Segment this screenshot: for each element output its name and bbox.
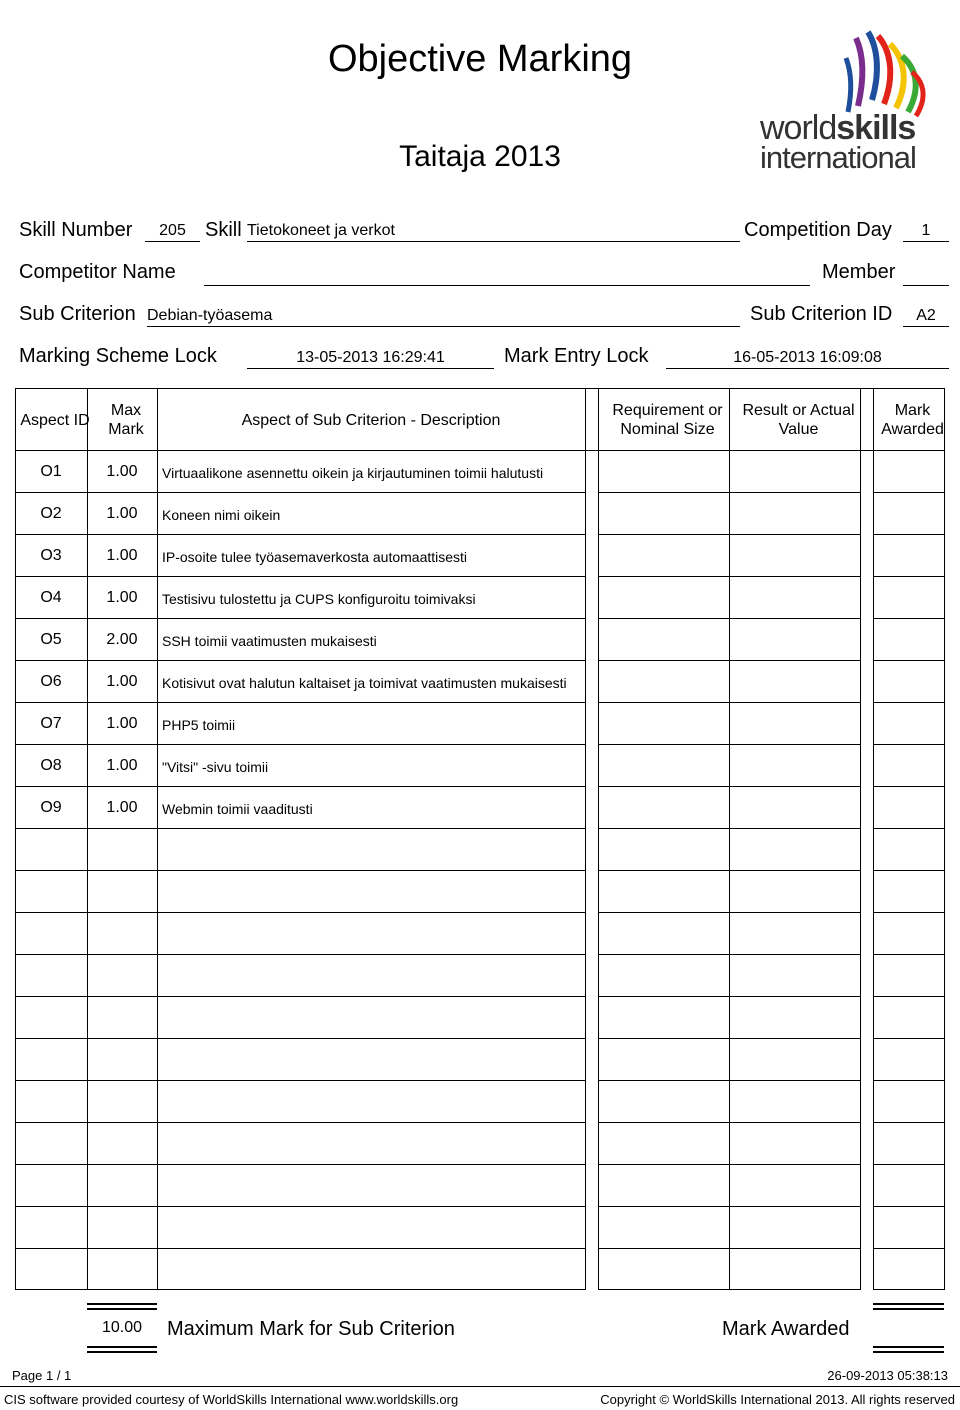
skill-number-label: Skill Number bbox=[19, 219, 133, 241]
row-separator bbox=[598, 702, 860, 703]
row-separator bbox=[15, 870, 585, 871]
col-header-result: Result or Actual Value bbox=[742, 402, 855, 438]
logo-text-skills: skills bbox=[836, 109, 916, 147]
mark-entry-lock-field: 16-05-2013 16:09:08 bbox=[666, 348, 949, 369]
row-separator bbox=[598, 744, 860, 745]
row-separator bbox=[15, 954, 585, 955]
row-max-mark: 1.00 bbox=[106, 715, 138, 732]
row-separator bbox=[15, 576, 585, 577]
row-separator bbox=[598, 618, 860, 619]
row-separator bbox=[873, 1080, 945, 1081]
page-title: Objective Marking bbox=[327, 38, 633, 80]
row-description: Webmin toimii vaaditusti bbox=[162, 801, 313, 817]
max-total-label: Maximum Mark for Sub Criterion bbox=[167, 1318, 455, 1340]
logo-text-international: international bbox=[760, 140, 916, 175]
row-max-mark: 2.00 bbox=[106, 631, 138, 648]
row-max-mark: 1.00 bbox=[106, 673, 138, 690]
row-description: IP-osoite tulee työasemaverkosta automaattisesti bbox=[162, 549, 468, 565]
row-separator bbox=[15, 534, 585, 535]
skill-label: Skill bbox=[205, 219, 242, 241]
row-separator bbox=[15, 1122, 585, 1123]
max-total-double-line-bottom bbox=[87, 1346, 157, 1353]
row-aspect-id: O4 bbox=[40, 589, 62, 606]
row-separator bbox=[873, 660, 945, 661]
row-max-mark: 1.00 bbox=[106, 799, 138, 816]
row-separator bbox=[873, 744, 945, 745]
max-total-value: 10.00 bbox=[101, 1319, 143, 1336]
row-separator bbox=[598, 1122, 860, 1123]
row-separator bbox=[873, 828, 945, 829]
sub-criterion-label: Sub Criterion bbox=[19, 303, 136, 325]
row-separator bbox=[15, 1248, 585, 1249]
row-separator bbox=[598, 492, 860, 493]
row-max-mark: 1.00 bbox=[106, 547, 138, 564]
row-separator bbox=[598, 786, 860, 787]
col-header-max-mark: Max Mark bbox=[108, 402, 144, 438]
row-separator bbox=[598, 954, 860, 955]
page-number: Page 1 / 1 bbox=[12, 1368, 72, 1383]
row-separator bbox=[598, 660, 860, 661]
row-separator bbox=[873, 702, 945, 703]
mark-awarded-total-label: Mark Awarded bbox=[722, 1318, 850, 1340]
sub-criterion-id-label: Sub Criterion ID bbox=[750, 303, 893, 325]
row-aspect-id: O8 bbox=[40, 757, 62, 774]
row-separator bbox=[873, 1038, 945, 1039]
row-aspect-id: O9 bbox=[40, 799, 62, 816]
awarded-total-double-line-bottom bbox=[873, 1346, 944, 1353]
row-separator bbox=[598, 996, 860, 997]
row-separator bbox=[873, 618, 945, 619]
row-description: "Vitsi" -sivu toimii bbox=[162, 759, 269, 775]
row-max-mark: 1.00 bbox=[106, 463, 138, 480]
row-separator bbox=[598, 1080, 860, 1081]
competitor-name-label: Competitor Name bbox=[19, 261, 176, 283]
row-aspect-id: O1 bbox=[40, 463, 62, 480]
row-separator bbox=[873, 786, 945, 787]
event-title: Taitaja 2013 bbox=[399, 140, 561, 173]
row-aspect-id: O7 bbox=[40, 715, 62, 732]
marking-scheme-lock-label: Marking Scheme Lock bbox=[19, 345, 217, 367]
row-separator bbox=[598, 912, 860, 913]
row-separator bbox=[598, 576, 860, 577]
row-description: SSH toimii vaatimusten mukaisesti bbox=[162, 633, 377, 649]
row-separator bbox=[15, 660, 585, 661]
row-separator bbox=[15, 492, 585, 493]
member-label: Member bbox=[822, 261, 896, 283]
row-separator bbox=[15, 1206, 585, 1207]
row-description: Kotisivut ovat halutun kaltaiset ja toimivat vaatimusten mukaisesti bbox=[162, 675, 567, 691]
col-header-aspect-id: Aspect ID bbox=[20, 411, 90, 429]
row-max-mark: 1.00 bbox=[106, 589, 138, 606]
row-description: Virtuaalikone asennettu oikein ja kirjautuminen toimii halutusti bbox=[162, 465, 544, 481]
marking-scheme-lock-field: 13-05-2013 16:29:41 bbox=[247, 348, 494, 369]
row-separator bbox=[598, 1248, 860, 1249]
row-separator bbox=[15, 1164, 585, 1165]
sub-criterion-id-field: A2 bbox=[903, 306, 949, 327]
col-header-requirement: Requirement or Nominal Size bbox=[612, 402, 723, 438]
row-separator bbox=[598, 1206, 860, 1207]
competition-day-field: 1 bbox=[903, 221, 949, 242]
row-separator bbox=[15, 828, 585, 829]
row-separator bbox=[15, 1038, 585, 1039]
worldskills-logo bbox=[760, 28, 930, 178]
row-description: Koneen nimi oikein bbox=[162, 507, 281, 523]
competition-day-label: Competition Day bbox=[744, 219, 892, 241]
row-separator bbox=[873, 576, 945, 577]
col-header-description: Aspect of Sub Criterion - Description bbox=[241, 411, 501, 429]
logo-text-world: world bbox=[760, 109, 837, 147]
row-aspect-id: O5 bbox=[40, 631, 62, 648]
col-header-mark-awarded: Mark Awarded bbox=[881, 402, 944, 438]
row-separator bbox=[873, 1248, 945, 1249]
row-separator bbox=[873, 534, 945, 535]
row-separator bbox=[873, 996, 945, 997]
competitor-name-field bbox=[204, 265, 810, 286]
worldskills-swoosh-icon bbox=[760, 28, 930, 118]
row-separator bbox=[15, 786, 585, 787]
awarded-total-double-line-top bbox=[873, 1303, 944, 1310]
row-separator bbox=[598, 828, 860, 829]
row-separator bbox=[598, 1164, 860, 1165]
row-separator bbox=[15, 744, 585, 745]
sub-criterion-field: Debian-työasema bbox=[147, 306, 740, 327]
row-aspect-id: O3 bbox=[40, 547, 62, 564]
row-separator bbox=[873, 1164, 945, 1165]
row-separator bbox=[873, 1206, 945, 1207]
row-separator bbox=[15, 912, 585, 913]
skill-field: Tietokoneet ja verkot bbox=[247, 221, 740, 242]
copyright-text: Copyright © WorldSkills International 2013. All rights reserved bbox=[600, 1392, 955, 1407]
row-separator bbox=[598, 1038, 860, 1039]
print-timestamp: 26-09-2013 05:38:13 bbox=[827, 1368, 948, 1383]
row-max-mark: 1.00 bbox=[106, 757, 138, 774]
row-separator bbox=[598, 870, 860, 871]
row-separator bbox=[598, 534, 860, 535]
row-separator bbox=[873, 912, 945, 913]
max-total-double-line-top bbox=[87, 1303, 157, 1310]
row-separator bbox=[15, 996, 585, 997]
row-separator bbox=[873, 1122, 945, 1123]
row-separator bbox=[873, 870, 945, 871]
courtesy-text: CIS software provided courtesy of WorldSkills International www.worldskills.org bbox=[4, 1392, 459, 1407]
row-description: Testisivu tulostettu ja CUPS konfiguroitu toimivaksi bbox=[162, 591, 476, 607]
row-separator bbox=[873, 954, 945, 955]
row-separator bbox=[15, 1080, 585, 1081]
row-separator bbox=[873, 492, 945, 493]
row-aspect-id: O2 bbox=[40, 505, 62, 522]
row-aspect-id: O6 bbox=[40, 673, 62, 690]
skill-number-field: 205 bbox=[145, 221, 200, 242]
mark-entry-lock-label: Mark Entry Lock bbox=[504, 345, 649, 367]
member-field bbox=[903, 265, 949, 286]
row-separator bbox=[15, 702, 585, 703]
row-max-mark: 1.00 bbox=[106, 505, 138, 522]
row-separator bbox=[15, 618, 585, 619]
row-description: PHP5 toimii bbox=[162, 717, 236, 733]
